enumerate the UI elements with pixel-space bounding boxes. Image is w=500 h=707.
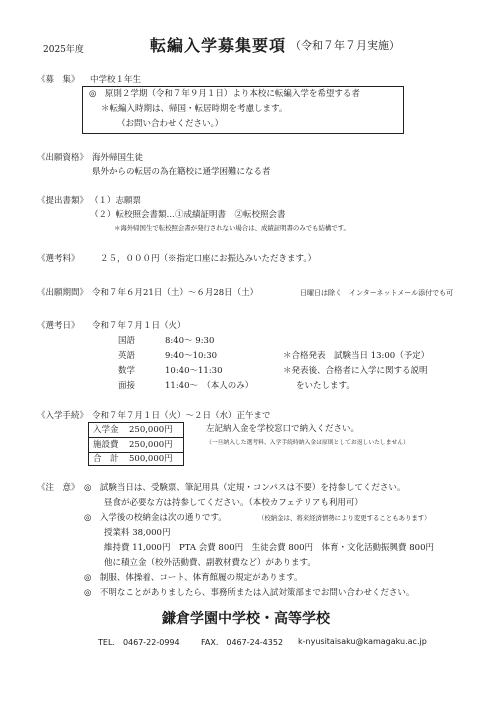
recruit-value: 中学校１年生 [90,75,142,85]
subject-time: 10:40～11:30 [165,366,223,376]
enrollment-period: 令和７年７月１日（火）～２日（水）正午まで [92,411,271,421]
subject-time: 8:40～ 9:30 [165,336,215,346]
school-fax: FAX. 0467-24-4352 [201,638,284,647]
notes-line-3: ◎ 入学後の校納金は次の通りです。 [84,513,227,523]
implementation-note: （令和７年７月実施） [290,39,400,52]
subject-name: 国語 [118,336,136,346]
notes-uniform: ◎ 制服、体操着、コート、体育館履の規定があります。 [84,573,303,583]
fee-name: 合 計 [93,454,119,464]
fiscal-year: 2025年度 [43,45,84,55]
fee-amount: 500,000円 [129,454,173,464]
exam-date: 令和７年７月１日（火） [92,321,186,331]
fee-amount: 250,000円 [129,425,173,435]
subject-name: 面接 [118,381,136,391]
notes-contact: ◎ 不明なことがありましたら、事務所または入試対策部までお問い合わせください。 [84,588,415,598]
document-title: 転編入学募集要項 [150,36,287,55]
subject-name: 数学 [118,366,136,376]
enrollment-note-2: （一旦納入した選考料、入学手続時納入金は原則としてお返しいたしません） [206,440,409,446]
fee-name: 施設費 [93,440,119,450]
notes-line-3-aside: （校納金は、将来経済情勢により変更することもあります） [258,514,431,522]
subject-time: 9:40～10:30 [165,351,218,361]
fee-name: 入学金 [93,425,119,435]
notes-savings: 他に積立金（校外活動費、副教材費など）があります。 [104,558,316,568]
notes-line-2: 昼食が必要な方は持参してください。（本校カフェテリアも利用可） [104,498,363,508]
qualification-line-1: 海外帰国生徒 [92,153,144,163]
enrollment-note-1: 左記納入金を学校窓口で納入ください。 [206,424,360,434]
documents-label: 《提出書類》 [37,196,89,206]
recruit-box [82,86,404,134]
enrollment-label: 《入学手続》 [37,411,89,421]
school-email[interactable]: k-nyusitaisaku@kamagaku.ac.jp [298,637,427,646]
subject-name: 英語 [118,351,136,361]
recruit-line-3: （お問い合わせください。） [117,119,224,129]
application-period-value: 令和７年６月21日（土）～６月28日（土） [92,288,259,298]
recruit-label: 《募 集》 [37,75,80,85]
fee-table [88,422,184,466]
application-period-label: 《出願期間》 [37,288,89,298]
school-name: 鎌倉学園中学校・高等学校 [162,611,330,627]
recruit-line-2: ＊転編入時期は、帰国・転居時期を考慮します。 [101,104,288,114]
recruit-line-1: ◎ 原則２学期（令和７年９月１日）より本校に転編入学を希望する者 [89,89,360,99]
notes-tuition: 授業料 38,000円 [104,528,171,538]
notes-line-1: ◎ 試験当日は、受験票、筆記用具（定規・コンパスは不要）を持参してください。 [84,483,406,493]
exam-day-label: 《選考日》 [37,321,80,331]
application-period-note: 日曜日は除く インターネットメール添付でも可 [300,289,454,297]
subject-time: 11:40～ （本人のみ） [165,381,254,391]
exam-fee-label: 《選考料》 [37,254,80,264]
notes-label: 《注 意》 [37,483,80,493]
qualification-label: 《出願資格》 [37,153,89,163]
result-announcement: ＊合格発表 試験当日 13:00（予定） [283,351,430,361]
result-explanation: ＊発表後、合格者に入学に関する説明 [283,366,428,376]
qualification-line-2: 県外からの転居の為在籍校に通学困難になる者 [92,167,271,177]
documents-item-2: （２）転校照会書類…①成績証明書 ②転校照会書 [90,210,286,220]
fee-amount: 250,000円 [129,440,173,450]
documents-item-1: （１）志願票 [90,196,142,206]
exam-fee-value: ２５，０００円（※指定口座にお振込みいただきます。） [100,254,317,264]
documents-note: ＊海外帰国生で転校照会書が発行されない場合は、成績証明書のみでも結構です。 [114,224,350,232]
school-tel: TEL. 0467-22-0994 [98,638,180,647]
result-explanation-cont: をいたします。 [296,381,355,391]
notes-other-fees: 維持費 11,000円 PTA 会費 800円 生徒会費 800円 体育・文化活動振興費 800円 [104,543,434,553]
